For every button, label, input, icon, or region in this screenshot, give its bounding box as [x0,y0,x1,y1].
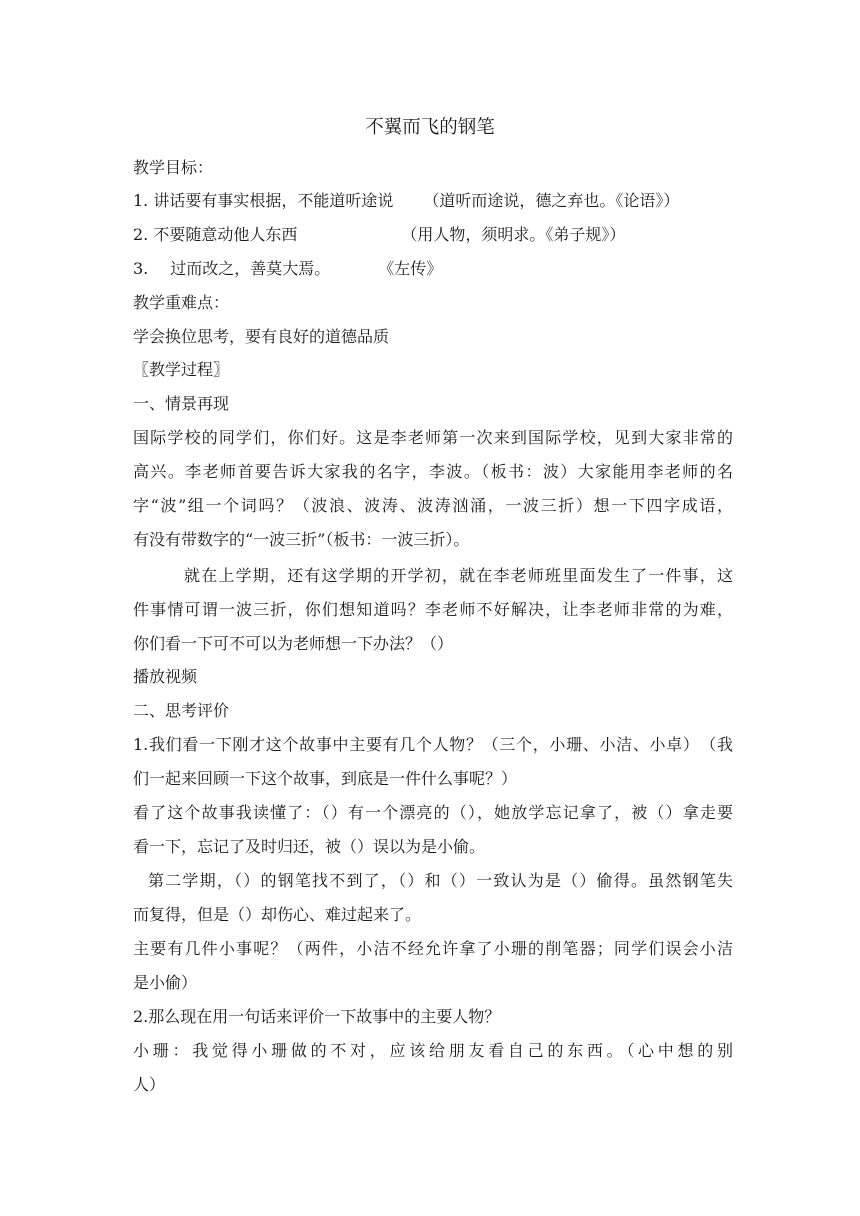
process-heading: 〖教学过程〗 [133,360,230,379]
paragraph-line: 第二学期，（）的钢笔找不到了，（）和（）一致认为是（）偷得。虽然钢笔失 [148,871,733,890]
objective-2-text: 2. 不要随意动他人东西 [133,225,298,244]
paragraph-line: 件事情可谓一波三折，你们想知道吗？李老师不好解决，让李老师非常的为难， [133,600,733,619]
paragraph-line: 是小偷） [133,973,198,992]
objective-3-number: 3. [133,259,149,278]
paragraph-line: 就在上学期，还有这学期的开学初，就在李老师班里面发生了一件事，这 [184,566,733,585]
paragraph-line: 字“波”组一个词吗？（波浪、波涛、波涛汹涌，一波三折）想一下四字成语， [133,496,733,515]
objective-3-source: 《左传》 [378,259,443,278]
paragraph-line: 1.我们看一下刚才这个故事中主要有几个人物？（三个，小珊、小洁、小卓） （我 [133,735,733,754]
paragraph-line: 国际学校的同学们，你们好。这是李老师第一次来到国际学校，见到大家非常的 [133,428,733,447]
paragraph-objectives-heading: 教学目标： [133,158,214,177]
section-1-heading: 一、情景再现 [133,394,230,413]
paragraph-line: 小珊：我觉得小珊做的不对，应该给朋友看自己的东西。（心中想的别 [133,1041,733,1060]
section-2-heading: 二、思考评价 [133,701,230,720]
paragraph-line: 主要有几件小事呢？（两件，小洁不经允许拿了小珊的削笔器；同学们误会小洁 [133,939,733,958]
paragraph-line: 你们看一下可不可以为老师想一下办法？（） [133,634,454,653]
paragraph-line: 看一下，忘记了及时归还，被（）误以为是小偷。 [133,837,486,856]
question-2: 2.那么现在用一句话来评价一下故事中的主要人物？ [133,1007,501,1026]
paragraph-line: 而复得，但是（）却伤心、难过起来了。 [133,905,422,924]
objective-3 [133,256,733,282]
paragraph-line: 看了这个故事我读懂了：（）有一个漂亮的（），她放学忘记拿了，被（）拿走要 [133,803,733,822]
paragraph-line: 有没有带数字的“一波三折”（板书：一波三折）。 [133,530,470,549]
objective-2-quote: （用人物，须明求。《弟子规》） [401,225,626,244]
play-video-text: 播放视频 [133,667,198,686]
objective-3-text: 过而改之，善莫大焉。 [170,259,331,278]
paragraph-line: 人） [133,1075,166,1094]
objective-1 [133,188,733,214]
key-points-heading: 教学重难点： [133,293,230,312]
key-points-text: 学会换位思考，要有良好的道德品质 [133,327,390,346]
objective-1-quote: （道听而途说，德之弃也。《论语》） [423,191,680,210]
paragraph-line: 高兴。李老师首要告诉大家我的名字，李波。（板书：波）大家能用李老师的名 [133,462,733,481]
paragraph-line: 们一起来回顾一下这个故事，到底是一件什么事呢？） [133,769,518,788]
objective-2 [133,222,733,248]
objective-1-text: 1. 讲话要有事实根据，不能道听途说 [133,191,394,210]
document-title: 不翼而飞的钢笔 [365,117,495,138]
